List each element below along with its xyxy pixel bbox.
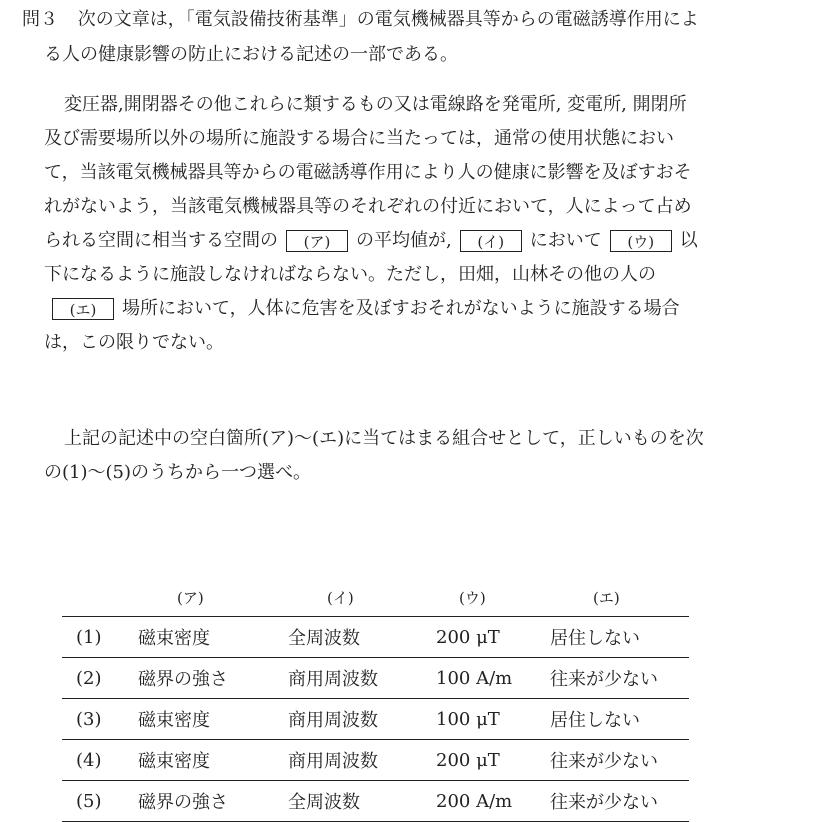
table-row <box>62 699 689 740</box>
passage-text: において <box>529 230 602 251</box>
passage-text: 場所において，人体に危害を及ぼすおそれがないように施設する場合 <box>122 298 680 319</box>
table-cell: (2) <box>62 658 137 699</box>
passage-line-1: 変圧器,開閉器その他これらに類するもの又は電線路を発電所, 変電所, 開閉所 <box>64 94 687 115</box>
passage-line-6: 下になるように施設しなければならない。ただし，田畑，山林その他の人の <box>44 264 656 285</box>
table-cell: 全周波数 <box>287 617 435 658</box>
passage-line-5 <box>44 226 698 256</box>
answer-table <box>62 578 689 822</box>
passage-line-2: 及び需要場所以外の場所に施設する場合に当たっては，通常の使用状態におい <box>44 128 674 149</box>
passage-line-8: は，この限りでない。 <box>44 332 224 353</box>
passage-line-3: て，当該電気機械器具等からの電磁誘導作用により人の健康に影響を及ぼすおそ <box>44 162 692 183</box>
table-header <box>62 578 137 617</box>
table-cell: 往来が少ない <box>549 781 689 822</box>
table-row <box>62 740 689 781</box>
table-cell: 往来が少ない <box>549 658 689 699</box>
blank-u: (ウ) <box>610 230 672 252</box>
passage-text: 以 <box>679 230 698 251</box>
instruction-line-1: 上記の記述中の空白箇所(ア)～(エ)に当てはまる組合せとして，正しいものを次 <box>64 428 704 449</box>
table-cell: 100 A/m <box>435 658 549 699</box>
question-number: 問３ <box>22 9 58 30</box>
question-line-2: る人の健康影響の防止における記述の一部である。 <box>44 44 458 65</box>
passage-text: られる空間に相当する空間の <box>44 230 278 251</box>
table-row <box>62 658 689 699</box>
table-header: (ウ) <box>435 578 549 617</box>
table-cell: 商用周波数 <box>287 740 435 781</box>
passage-line-4: れがないよう，当該電気機械器具等のそれぞれの付近において，人によって占め <box>44 196 692 217</box>
table-header: (イ) <box>287 578 435 617</box>
table-cell: 磁束密度 <box>137 699 287 740</box>
blank-e: (エ) <box>52 298 114 320</box>
table-cell: 100 μT <box>435 699 549 740</box>
table-cell: 居住しない <box>549 617 689 658</box>
table-cell: 磁束密度 <box>137 617 287 658</box>
table-cell: (5) <box>62 781 137 822</box>
table-cell: 往来が少ない <box>549 740 689 781</box>
table-header: (ア) <box>137 578 287 617</box>
table-row <box>62 617 689 658</box>
table-cell: 磁界の強さ <box>137 781 287 822</box>
instruction-line-2: の(1)～(5)のうちから一つ選べ。 <box>44 462 311 483</box>
table-cell: 商用周波数 <box>287 658 435 699</box>
table-cell: 商用周波数 <box>287 699 435 740</box>
table-cell: (1) <box>62 617 137 658</box>
question-text: 次の文章は，「電気設備技術基準」の電気機械器具等からの電磁誘導作用によ <box>77 9 699 30</box>
table-cell: 磁界の強さ <box>137 658 287 699</box>
table-cell: 全周波数 <box>287 781 435 822</box>
question-line-1 <box>22 5 699 35</box>
table-cell: 磁束密度 <box>137 740 287 781</box>
table-header-row <box>62 578 689 617</box>
table-header: (エ) <box>549 578 689 617</box>
blank-i: (イ) <box>460 230 522 252</box>
passage-line-7 <box>44 294 680 324</box>
blank-a: (ア) <box>286 230 348 252</box>
table-row <box>62 781 689 822</box>
passage-text: の平均値が, <box>356 230 452 251</box>
table-cell: (3) <box>62 699 137 740</box>
table-cell: 200 μT <box>435 740 549 781</box>
table-cell: 200 A/m <box>435 781 549 822</box>
table-cell: 居住しない <box>549 699 689 740</box>
table-cell: 200 μT <box>435 617 549 658</box>
table-cell: (4) <box>62 740 137 781</box>
